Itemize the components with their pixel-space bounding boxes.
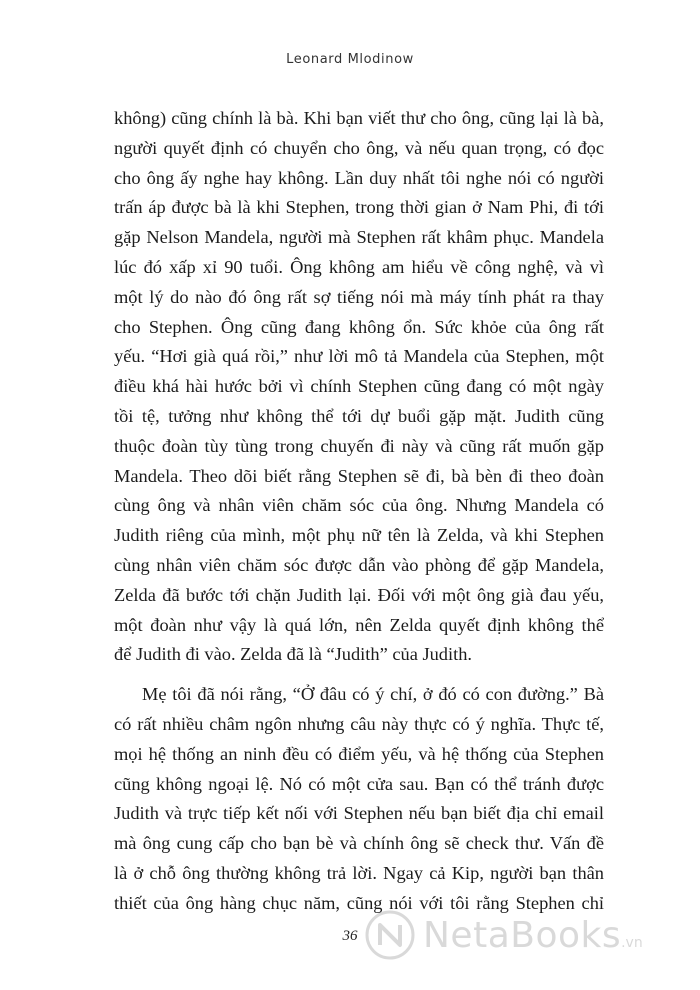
text-line: là ở chỗ ông thường không trả lời. Ngay cả Kip, người bạn thân bbox=[114, 862, 604, 883]
text-line: cùng ông và nhân viên chăm sóc của ông. Nhưng Mandela có bbox=[114, 495, 604, 516]
text-line: cho Stephen. Ông cũng đang không ổn. Sức khỏe của ông rất bbox=[114, 316, 604, 337]
text-line: thiết của ông hàng chục năm, cũng nói với tôi rằng Stephen chỉ bbox=[114, 892, 604, 913]
text-line: một đoàn như vậy là quá lớn, nên Zelda quyết định không thể bbox=[114, 614, 604, 635]
text-line: Mandela. Theo dõi biết rằng Stephen sẽ đi, bà bèn đi theo đoàn bbox=[114, 465, 604, 486]
text-line: cũng không ngoại lệ. Nó có một cửa sau. Bạn có thể tránh được bbox=[114, 773, 604, 794]
text-line: mà ông cung cấp cho bạn bè và chính ông sẽ check thư. Vấn đề bbox=[114, 833, 604, 854]
text-line: tồi tệ, tưởng như không thể tới dự buổi gặp mặt. Judith cũng bbox=[114, 405, 604, 426]
paragraph bbox=[114, 680, 604, 918]
text-line: Judith và trực tiếp kết nối với Stephen nếu bạn biết địa chỉ email bbox=[114, 803, 604, 824]
text-line: thuộc đoàn tùy tùng trong chuyến đi này và cũng rất muốn gặp bbox=[114, 435, 604, 456]
text-line: Zelda đã bước tới chặn Judith lại. Đối với một ông già đau yếu, bbox=[114, 584, 604, 605]
watermark bbox=[365, 905, 643, 965]
running-head-author: Leonard Mlodinow bbox=[286, 52, 414, 67]
text-line: gặp Nelson Mandela, người mà Stephen rất khâm phục. Mandela bbox=[114, 227, 604, 248]
body-text bbox=[114, 104, 604, 919]
text-line: có rất nhiều châm ngôn nhưng câu này thực có ý nghĩa. Thực tế, bbox=[114, 713, 604, 734]
text-line: cùng nhân viên chăm sóc được dẫn vào phòng để gặp Mandela, bbox=[114, 554, 604, 575]
text-line: Judith riêng của mình, một phụ nữ tên là Zelda, và khi Stephen bbox=[114, 525, 604, 546]
text-line: trấn áp được bà là khi Stephen, trong thời gian ở Nam Phi, đi tới bbox=[114, 197, 604, 218]
text-line: lúc đó xấp xỉ 90 tuổi. Ông không am hiểu về công nghệ, và vì bbox=[114, 256, 604, 277]
paragraph bbox=[114, 104, 604, 670]
netabooks-logo-icon bbox=[365, 910, 415, 960]
text-line: Mẹ tôi đã nói rằng, “Ở đâu có ý chí, ở đó có con đường.” Bà bbox=[142, 684, 604, 705]
watermark-brand: NetaBooks bbox=[423, 914, 622, 956]
text-line: yếu. “Hơi già quá rồi,” như lời mô tả Mandela của Stephen, một bbox=[114, 346, 604, 367]
watermark-suffix: .vn bbox=[621, 935, 643, 951]
text-line: cho ông ấy nghe hay không. Lần duy nhất tôi nghe nói có người bbox=[114, 167, 604, 188]
page-number: 36 bbox=[342, 928, 358, 944]
text-line: mọi hệ thống an ninh đều có điểm yếu, và hệ thống của Stephen bbox=[114, 743, 604, 764]
text-line: để Judith đi vào. Zelda đã là “Judith” của Judith. bbox=[114, 644, 473, 665]
text-line: người quyết định có chuyển cho ông, và nếu quan trọng, có đọc bbox=[114, 137, 604, 158]
text-line: một lý do nào đó ông rất sợ tiếng nói mà máy tính phát ra thay bbox=[114, 286, 604, 307]
text-line: điều khá hài hước bởi vì chính Stephen cũng đang có một ngày bbox=[114, 376, 604, 397]
text-line: không) cũng chính là bà. Khi bạn viết thư cho ông, cũng lại là bà, bbox=[114, 108, 604, 128]
